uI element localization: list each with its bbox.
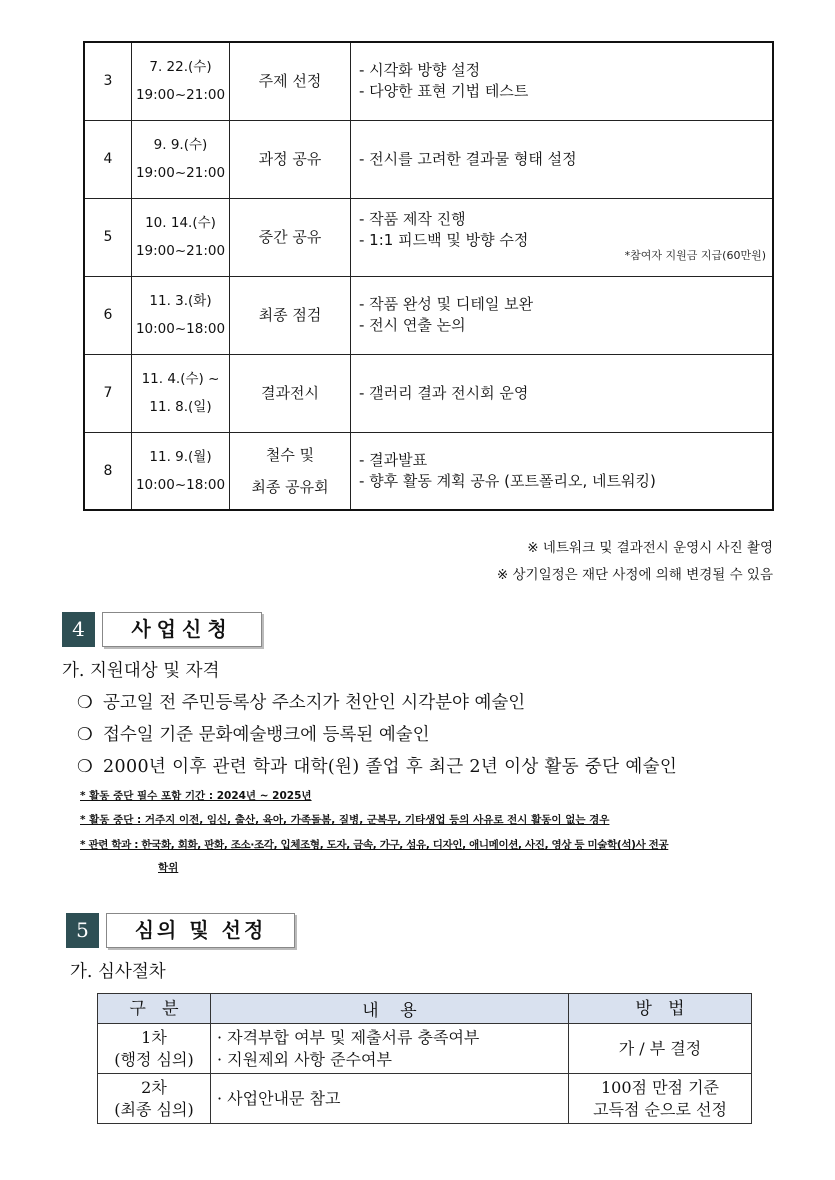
row-number: 7	[84, 354, 132, 432]
row-date	[132, 42, 230, 120]
table-row	[84, 432, 773, 510]
table-row	[84, 120, 773, 198]
date-line: 11. 4.(수) ~	[141, 371, 220, 387]
time-line: 10:00~18:00	[135, 321, 226, 337]
stage-cell	[98, 1074, 211, 1124]
time-line: 19:00~21:00	[135, 87, 226, 104]
row-date	[132, 120, 230, 198]
subsection-heading: 가. 지원대상 및 자격	[62, 661, 220, 681]
content-line: - 다양한 표현 기법 테스트	[359, 82, 529, 101]
row-content	[351, 120, 774, 198]
section-number: 5	[66, 913, 99, 948]
row-title: 과정 공유	[230, 120, 351, 198]
section-title: 심의 및 선정	[106, 913, 295, 948]
title-line: 최종 공유회	[251, 477, 329, 496]
table-row	[98, 1074, 752, 1124]
bullet-text: 2000년 이후 관련 학과 대학(원) 졸업 후 최근 2년 이상 활동 중단 예술인	[103, 757, 678, 777]
time-line: 19:00~21:00	[135, 165, 226, 181]
content-line: - 1:1 피드백 및 방향 수정	[359, 231, 529, 249]
content-line: - 향후 활동 계획 공유 (포트폴리오, 네트워킹)	[359, 471, 656, 490]
circle-bullet-icon: ❍	[77, 693, 93, 713]
bullet-text: 공고일 전 주민등록상 주소지가 천안인 시각분야 예술인	[103, 693, 526, 713]
row-content	[351, 432, 774, 510]
row-date	[132, 432, 230, 510]
content-line: - 결과발표	[359, 450, 428, 469]
row-date	[132, 198, 230, 276]
date-line: 9. 9.(수)	[153, 137, 208, 153]
column-header: 방 법	[569, 994, 752, 1024]
list-item	[77, 689, 525, 714]
content-line: - 전시를 고려한 결과물 형태 설정	[359, 149, 577, 168]
section-title: 사업신청	[102, 612, 262, 647]
stage-cell	[98, 1024, 211, 1074]
row-content	[351, 198, 774, 276]
method-line: 고득점 순으로 선정	[593, 1099, 727, 1119]
bullet-text: 접수일 기준 문화예술뱅크에 등록된 예술인	[103, 725, 430, 745]
table-row	[84, 354, 773, 432]
schedule-table	[83, 41, 774, 511]
content-line: - 작품 제작 진행	[359, 210, 466, 228]
stage-sub: (행정 심의)	[114, 1049, 194, 1069]
support-note: *참여자 지원금 지급(60만원)	[624, 248, 766, 262]
row-title: 중간 공유	[230, 198, 351, 276]
date-line: 11. 9.(월)	[149, 448, 212, 465]
method-line: 100점 만점 기준	[601, 1077, 719, 1097]
table-row	[98, 1024, 752, 1074]
content-line: - 전시 연출 논의	[359, 316, 466, 334]
date-line: 7. 22.(수)	[149, 59, 212, 76]
row-content	[351, 354, 774, 432]
row-number: 3	[84, 42, 132, 120]
fine-note: 학위	[158, 862, 179, 874]
list-item	[77, 721, 430, 746]
date-line: 11. 3.(화)	[149, 293, 212, 309]
row-number: 5	[84, 198, 132, 276]
time-line: 10:00~18:00	[135, 476, 226, 493]
stage-label: 1차	[141, 1027, 167, 1047]
stage-label: 2차	[141, 1077, 167, 1097]
row-content	[351, 42, 774, 120]
subsection-heading: 가. 심사절차	[70, 962, 166, 982]
table-row	[84, 42, 773, 120]
method-cell	[569, 1074, 752, 1124]
row-date	[132, 354, 230, 432]
time-line: 11. 8.(일)	[149, 399, 212, 415]
list-item	[77, 753, 677, 778]
circle-bullet-icon: ❍	[77, 725, 93, 745]
content-line: - 갤러리 결과 전시회 운영	[359, 383, 529, 402]
row-content	[351, 276, 774, 354]
review-table	[97, 993, 752, 1124]
table-row	[84, 198, 773, 276]
date-line: 10. 14.(수)	[145, 215, 216, 231]
table-row	[84, 276, 773, 354]
fine-note: * 활동 중단 : 거주지 이전, 임신, 출산, 육아, 가족돌봄, 질병, 군복무, 기타생업 등의 사유로 전시 활동이 없는 경우	[80, 814, 610, 826]
content-item: · 지원제외 사항 준수여부	[217, 1049, 392, 1069]
section-number: 4	[62, 612, 95, 647]
column-header: 내 용	[211, 994, 569, 1024]
content-cell	[211, 1024, 569, 1074]
row-number: 6	[84, 276, 132, 354]
row-number: 8	[84, 432, 132, 510]
time-line: 19:00~21:00	[135, 243, 226, 259]
fine-note: * 관련 학과 : 한국화, 회화, 판화, 조소·조각, 입체조형, 도자, 금속, 가구, 섬유, 디자인, 애니메이션, 사진, 영상 등 미술학(석)사 전공	[80, 839, 669, 851]
content-line: - 시각화 방향 설정	[359, 61, 481, 80]
fine-note: * 활동 중단 필수 포함 기간 : 2024년 ~ 2025년	[80, 790, 312, 802]
title-line: 철수 및	[265, 445, 315, 464]
content-item: · 자격부합 여부 및 제출서류 충족여부	[217, 1027, 480, 1047]
table-header-row	[98, 994, 752, 1024]
row-title: 결과전시	[230, 354, 351, 432]
row-title: 주제 선정	[230, 42, 351, 120]
remark-schedule-change: ※ 상기일정은 재단 사정에 의해 변경될 수 있음	[496, 567, 773, 583]
column-header: 구 분	[98, 994, 211, 1024]
row-title	[230, 432, 351, 510]
method-cell: 가 / 부 결정	[569, 1024, 752, 1074]
content-line: - 작품 완성 및 디테일 보완	[359, 295, 534, 313]
stage-sub: (최종 심의)	[114, 1099, 194, 1119]
row-number: 4	[84, 120, 132, 198]
remark-photo: ※ 네트워크 및 결과전시 운영시 사진 촬영	[527, 540, 773, 556]
circle-bullet-icon: ❍	[77, 757, 94, 777]
row-date	[132, 276, 230, 354]
row-title: 최종 점검	[230, 276, 351, 354]
content-cell: · 사업안내문 참고	[211, 1074, 569, 1124]
